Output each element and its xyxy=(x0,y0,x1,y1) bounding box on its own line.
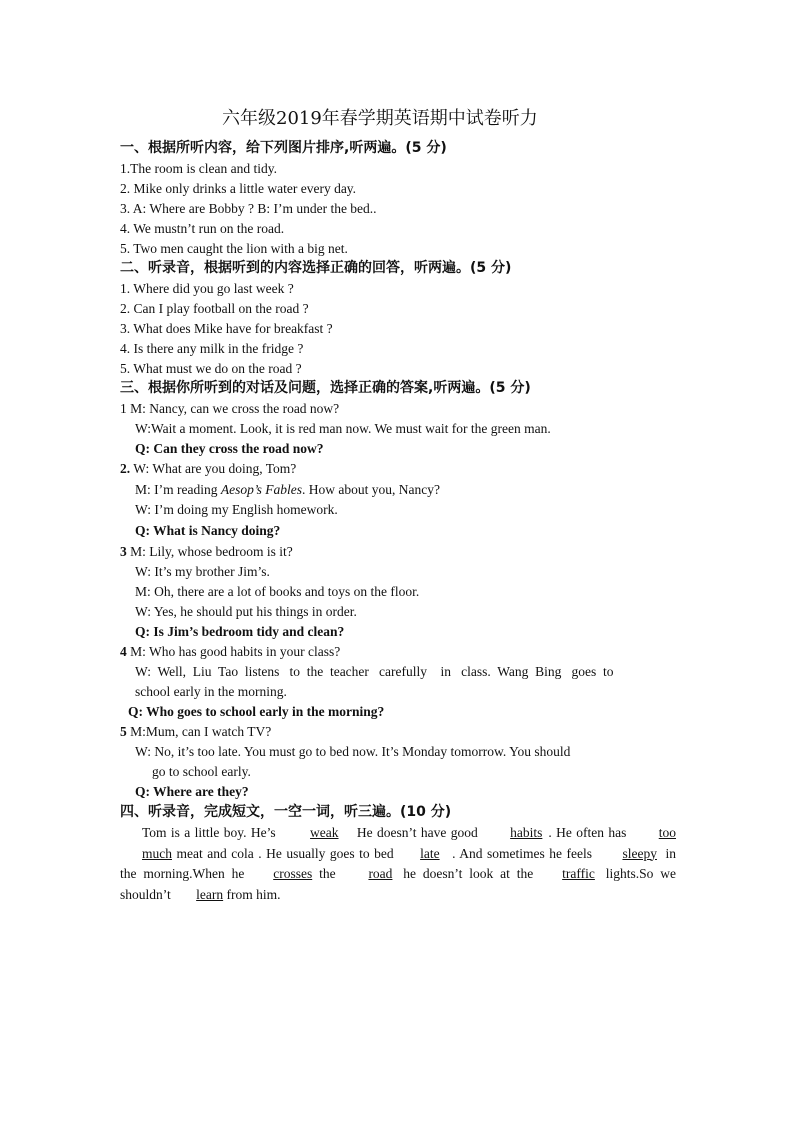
dialog-2-line-3: W: I’m doing my English homework. xyxy=(135,502,338,517)
passage-text: the xyxy=(312,866,343,881)
answer-blank-2: habits xyxy=(510,825,543,840)
s2-item-2: 2. Can I play football on the road ? xyxy=(120,301,309,316)
dialog-4-line-3: school early in the morning. xyxy=(135,684,287,699)
dialog-3-line-2: W: It’s my brother Jim’s. xyxy=(135,564,270,579)
passage-text: . And sometimes he feels xyxy=(447,845,597,861)
cloze-passage xyxy=(120,823,676,905)
dialog-5-number: 5 xyxy=(120,724,127,739)
answer-blank-8: traffic xyxy=(562,866,595,881)
dialog-5-question: Q: Where are they? xyxy=(135,784,249,799)
dialog-2-number: 2. xyxy=(120,461,131,476)
answer-blank-6: crosses xyxy=(273,866,313,881)
s1-item-4: 4. We mustn’t run on the road. xyxy=(120,221,285,236)
passage-text: meat and cola . He usually goes to bed xyxy=(172,845,399,861)
dialog-5-line-3: go to school early. xyxy=(152,764,251,779)
answer-blank-5: sleepy xyxy=(622,845,657,861)
section-2-heading: 二、听录音，根据听到的内容选择正确的回答，听两遍。(5 分) xyxy=(120,260,512,276)
passage-text: Tom is a little boy. He’s xyxy=(142,825,281,840)
passage-text: in the morning.When he xyxy=(120,845,676,881)
answer-blank-3a: too xyxy=(658,825,676,840)
dialog-4-question: Q: Who goes to school early in the morning? xyxy=(128,704,385,719)
s1-item-2: 2. Mike only drinks a little water every day. xyxy=(120,181,357,196)
dialog-2-line-2a: M: I’m reading xyxy=(135,482,221,497)
dialog-3-line-4: W: Yes, he should put his things in order. xyxy=(135,604,357,619)
dialog-4-number: 4 xyxy=(120,644,127,659)
section-4-heading: 四、听录音，完成短文，一空一词，听三遍。(10 分) xyxy=(120,804,452,820)
answer-blank-4: late xyxy=(420,845,440,861)
passage-text: He doesn’t have good xyxy=(352,825,483,840)
dialog-1-question: Q: Can they cross the road now? xyxy=(135,441,324,456)
section-1-heading: 一、根据所听内容，给下列图片排序,听两遍。(5 分) xyxy=(120,140,447,156)
dialog-4-line-1 xyxy=(120,642,340,662)
dialog-2-question: Q: What is Nancy doing? xyxy=(135,523,281,538)
passage-text: . He often has xyxy=(548,825,631,840)
s2-item-3: 3. What does Mike have for breakfast ? xyxy=(120,321,333,336)
answer-blank-9: learn xyxy=(196,886,224,902)
dialog-1-text: M: Nancy, can we cross the road now? xyxy=(130,401,340,416)
s1-item-3: 3. A: Where are Bobby ? B: I’m under the bed.. xyxy=(120,201,377,216)
passage-text: from him. xyxy=(223,886,281,902)
dialog-3-line-1 xyxy=(120,542,293,562)
answer-blank-3b: much xyxy=(142,845,172,861)
dialog-1-number: 1 xyxy=(120,401,127,416)
dialog-1-line-2: W:Wait a moment. Look, it is red man now. We must wait for the green man. xyxy=(135,421,551,436)
dialog-3-line-3: M: Oh, there are a lot of books and toys on the floor. xyxy=(135,584,420,599)
passage-text: he doesn’t look at the xyxy=(396,866,541,881)
book-title: Aesop’s Fables xyxy=(220,482,302,497)
s2-item-1: 1. Where did you go last week ? xyxy=(120,281,294,296)
dialog-2-line-2 xyxy=(135,480,440,500)
dialog-2-line-2b: . How about you, Nancy? xyxy=(301,482,440,497)
dialog-3-text: M: Lily, whose bedroom is it? xyxy=(130,544,293,559)
dialog-2-text: W: What are you doing, Tom? xyxy=(133,461,297,476)
s1-item-5: 5. Two men caught the lion with a big net. xyxy=(120,241,348,256)
s1-item-1: 1.The room is clean and tidy. xyxy=(120,161,277,176)
answer-blank-7: road xyxy=(368,866,393,881)
dialog-2-line-1 xyxy=(120,459,296,479)
dialog-3-number: 3 xyxy=(120,544,127,559)
s2-item-4: 4. Is there any milk in the fridge ? xyxy=(120,341,304,356)
passage-text: lights.So we shouldn’t xyxy=(120,866,676,902)
dialog-5-line-2: W: No, it’s too late. You must go to bed now. It’s Monday tomorrow. You should xyxy=(135,744,571,759)
section-3-heading: 三、根据你所听到的对话及问题，选择正确的答案,听两遍。(5 分) xyxy=(120,380,531,396)
dialog-4-line-2: W: Well, Liu Tao listens to the teacher carefully in class. Wang Bing goes to xyxy=(135,664,614,679)
dialog-5-text: M:Mum, can I watch TV? xyxy=(130,724,272,739)
dialog-1-line-1 xyxy=(120,399,339,419)
dialog-4-text: M: Who has good habits in your class? xyxy=(130,644,341,659)
s2-item-5: 5. What must we do on the road ? xyxy=(120,361,302,376)
dialog-5-line-1 xyxy=(120,722,271,742)
dialog-3-question: Q: Is Jim’s bedroom tidy and clean? xyxy=(135,624,345,639)
page-title: 六年级2019年春学期英语期中试卷听力 xyxy=(222,108,538,129)
answer-blank-1: weak xyxy=(310,825,339,840)
